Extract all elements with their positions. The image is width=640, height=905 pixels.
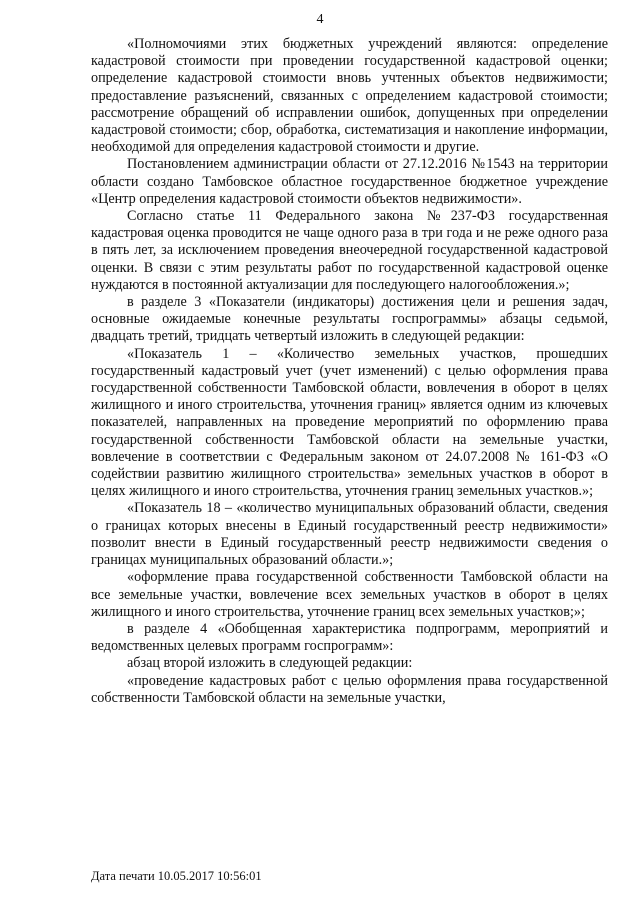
paragraph: в разделе 4 «Обобщенная характеристика подпрограмм, мероприятий и ведомственных целевых программ госпрограмм»: <box>91 620 608 655</box>
paragraph: «Показатель 1 – «Количество земельных участков, прошедших государственный кадастровый учет (учет изменений) с целью оформления права государственной собственности Тамбовской области, вовлечения в оборот в целях жилищного и иного строительства, уточнения границ» является одним из ключевых показателей, направленных на проведение мероприятий по оформлению права государственной собственности Тамбовской области на земельные участки, вовлечение в соответствии с Федеральным законом от 24.07.2008 № 161-ФЗ «О содействии развитию жилищного строительства» земельных участков в оборот в целях жилищного и иного строительства, уточнения границ земельных участков.»; <box>91 345 608 500</box>
page-number: 4 <box>316 12 324 27</box>
document-body <box>91 36 608 707</box>
paragraph: Постановлением администрации области от 27.12.2016 №1543 на территории области создано Тамбовское областное государственное бюджетное учреждение «Центр определения кадастровой стоимости объектов недвижимости». <box>91 156 608 207</box>
paragraph: «Полномочиями этих бюджетных учреждений являются: определение кадастровой стоимости при проведении государственной кадастровой оценки; определение кадастровой стоимости вновь учтенных объектов недвижимости; предоставление разъяснений, связанных с определением кадастровой стоимости; рассмотрение обращений об исправлении ошибок, допущенных при определении кадастровой стоимости; сбор, обработка, систематизация и накопление информации, необходимой для определения кадастровой стоимости и другие. <box>91 36 608 156</box>
paragraph: «оформление права государственной собственности Тамбовской области на все земельные участки, вовлечение всех земельных участков в оборот в целях жилищного и иного строительства, уточнение границ всех земельных участков;»; <box>91 569 608 620</box>
paragraph: Согласно статье 11 Федерального закона №237-ФЗ государственная кадастровая оценка проводится не чаще одного раза в три года и не реже одного раза в пять лет, за исключением проведения внеочередной государственной кадастровой оценки. В связи с этим результаты работ по государственной кадастровой оценке нуждаются в постоянной актуализации для последующего налогообложения.»; <box>91 208 608 293</box>
paragraph: «проведение кадастровых работ с целью оформления права государственной собственности Тамбовской области на земельные участки, <box>91 672 608 706</box>
paragraph: «Показатель 18 – «количество муниципальных образований области, сведения о границах которых внесены в Единый государственный реестр недвижимости» позволит внести в Единый государственный реестр недвижимости сведения о границах муниципальных образований области.»; <box>91 500 608 569</box>
paragraph: абзац второй изложить в следующей редакции: <box>127 655 413 672</box>
print-date: Дата печати 10.05.2017 10:56:01 <box>91 869 262 883</box>
paragraph: в разделе 3 «Показатели (индикаторы) достижения цели и решения задач, основные ожидаемые конечные результаты госпрограммы» абзацы седьмой, двадцать третий, тридцать четвертый изложить в следующей редакции: <box>91 294 608 345</box>
